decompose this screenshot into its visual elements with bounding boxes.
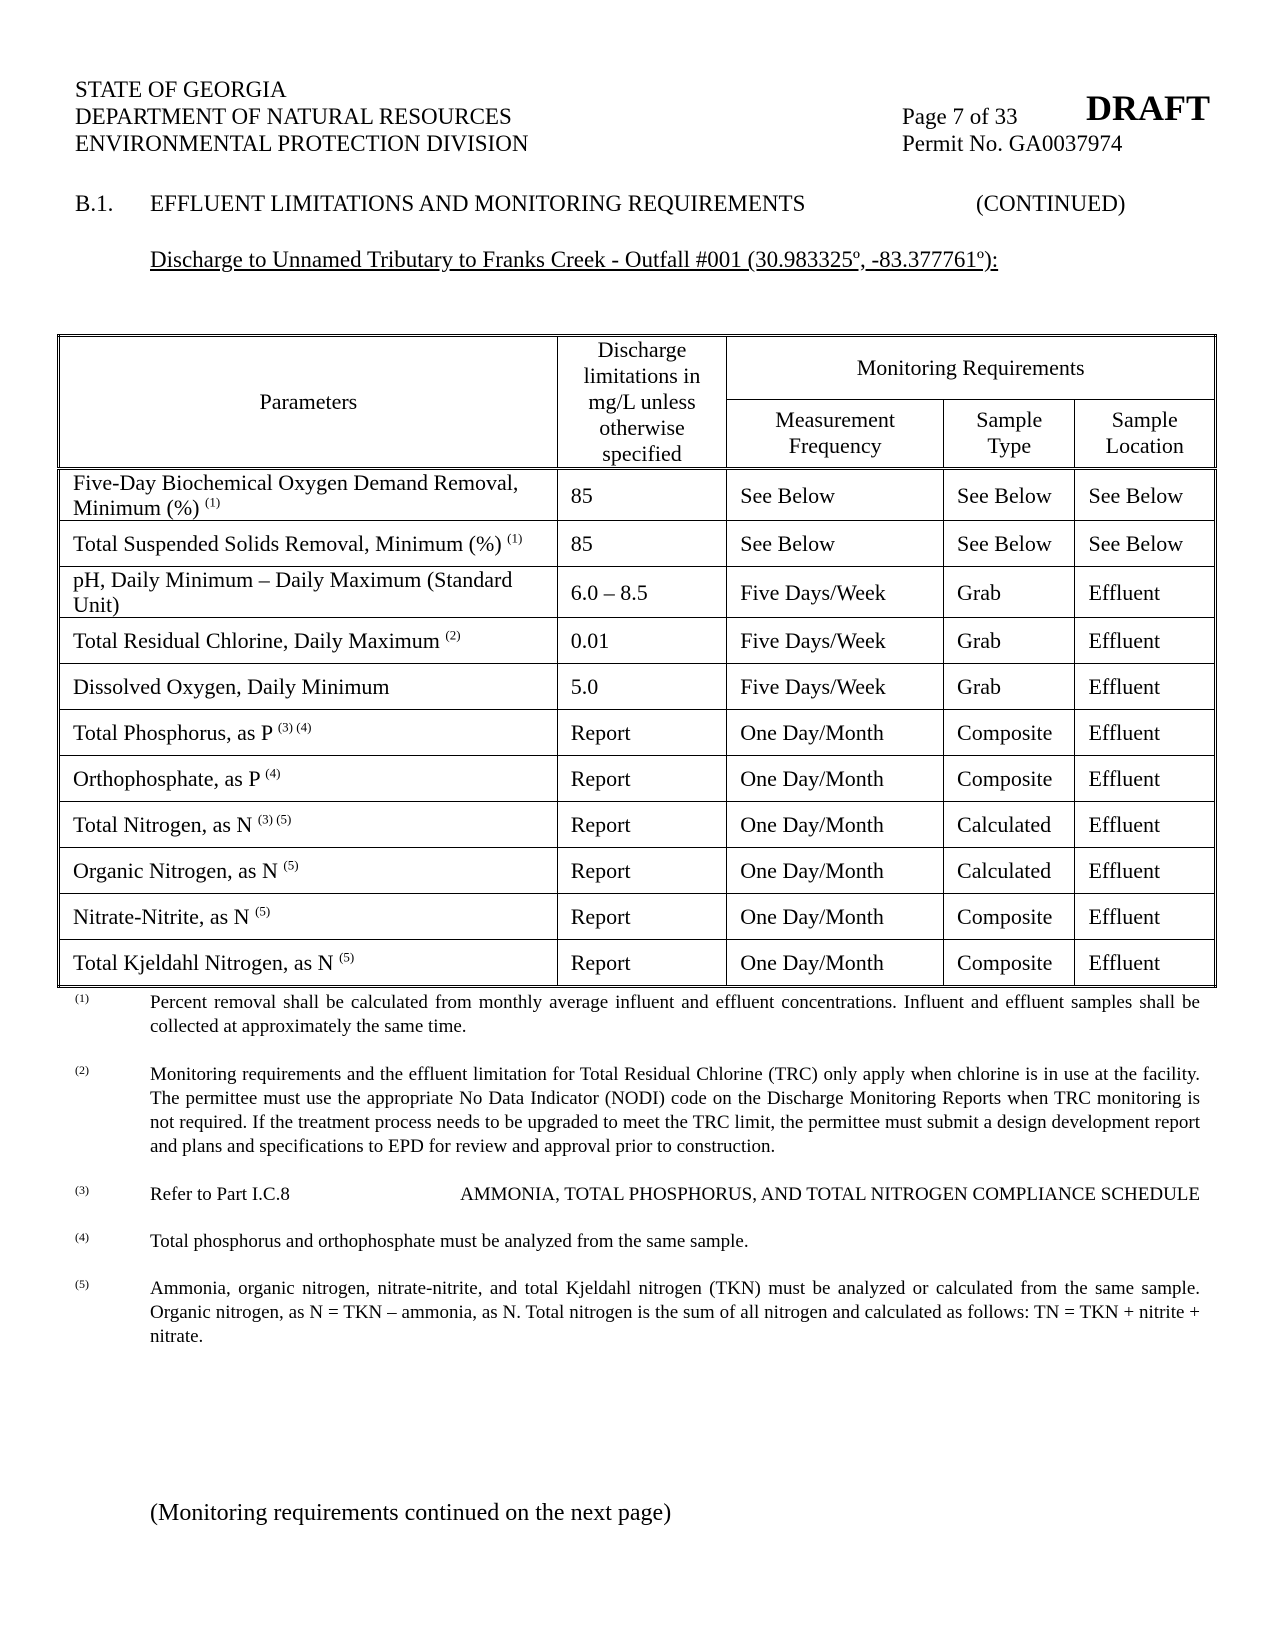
header-sample-type: Sample Type [944,399,1075,468]
cell-sample-location: See Below [1075,521,1216,567]
table-row [59,521,1216,567]
table-row [59,802,1216,848]
footnote-mark: (4) [75,1230,89,1244]
footnote-5 [75,1277,1200,1349]
cell-limit: 85 [557,469,727,521]
section-title: EFFLUENT LIMITATIONS AND MONITORING REQUIREMENTS [150,191,806,216]
continued-note: (Monitoring requirements continued on the next page) [150,1500,672,1526]
table-row [59,756,1216,802]
cell-parameter: Orthophosphate, as P $^{(4)}$ [59,756,558,802]
footnote-mark: (5) [75,1277,89,1291]
cell-parameter: Total Residual Chlorine, Daily Maximum $^{(2)}$ [59,618,558,664]
cell-parameter: Total Suspended Solids Removal, Minimum (%) $^{(1)}$ [59,521,558,567]
cell-frequency: Five Days/Week [727,567,944,618]
cell-sample-location: Effluent [1075,618,1216,664]
cell-sample-type: Composite [944,710,1075,756]
footnote-ref: (5) [339,949,355,965]
footnote-ref: (4) [265,765,281,781]
footnote-3 [75,1183,1200,1207]
cell-limit: 0.01 [557,618,727,664]
footnote-ref: (5) [255,903,271,919]
cell-limit: Report [557,710,727,756]
footnote-text: Percent removal shall be calculated from monthly average influent and effluent concentrations. Influent and effluent samples shall be collected at approximately the same time. [150,992,1200,1037]
footnote-text: Ammonia, organic nitrogen, nitrate-nitrite, and total Kjeldahl nitrogen (TKN) must be analyzed or calculated from the same sample. Organic nitrogen, as N = TKN – ammonia, as N. Total nitrogen is the sum of all nitrogen and calculated as follows: TN = TKN + nitrite + nitrate. [150,1278,1200,1347]
cell-parameter: Total Kjeldahl Nitrogen, as N $^{(5)}$ [59,940,558,987]
table-row [59,469,1216,521]
footnote-text: AMMONIA, TOTAL PHOSPHORUS, AND TOTAL NITROGEN COMPLIANCE SCHEDULE [460,1184,1200,1205]
agency-line-state: STATE OF GEORGIA [75,77,287,102]
section-number: B.1. [75,191,114,216]
footnote-1 [75,991,1200,1039]
agency-header [75,76,528,157]
cell-sample-location: See Below [1075,469,1216,521]
cell-frequency: One Day/Month [727,802,944,848]
header-limits: Discharge limitations in mg/L unless otherwise specified [557,336,727,469]
cell-limit: 5.0 [557,664,727,710]
cell-limit: Report [557,756,727,802]
cell-frequency: See Below [727,469,944,521]
table-row [59,567,1216,618]
cell-parameter: Dissolved Oxygen, Daily Minimum [59,664,558,710]
cell-limit: 85 [557,521,727,567]
cell-sample-type: Calculated [944,848,1075,894]
cell-sample-type: Composite [944,756,1075,802]
footnote-ref: (2) [445,627,461,643]
cell-parameter: pH, Daily Minimum – Daily Maximum (Standard Unit) [59,567,558,618]
footnote-text: Monitoring requirements and the effluent limitation for Total Residual Chlorine (TRC) only apply when chlorine is in use at the facility. The permittee must use the appropriate No Data Indicator (NODI) code on the Discharge Monitoring Reports when TRC monitoring is not required. If the treatment process needs to be upgraded to meet the TRC limit, the permittee must submit a design development report and plans and specifications to EPD for review and approval prior to construction. [150,1064,1200,1157]
footnote-ref: (5) [283,857,299,873]
footnote-ref: (3) (5) [257,811,292,827]
header-frequency: Measurement Frequency [727,399,944,468]
agency-line-department: DEPARTMENT OF NATURAL RESOURCES [75,104,512,129]
cell-limit: Report [557,940,727,987]
cell-limit: Report [557,802,727,848]
permit-number: Permit No. GA0037974 [902,131,1123,156]
page-number: Page 7 of 33 [902,104,1018,129]
footnote-2 [75,1063,1200,1159]
cell-sample-location: Effluent [1075,894,1216,940]
cell-frequency: See Below [727,521,944,567]
cell-limit: 6.0 – 8.5 [557,567,727,618]
cell-frequency: One Day/Month [727,710,944,756]
cell-frequency: One Day/Month [727,894,944,940]
cell-sample-location: Effluent [1075,802,1216,848]
footnote-4 [75,1230,1200,1254]
table-row [59,710,1216,756]
cell-frequency: One Day/Month [727,756,944,802]
table-row [59,848,1216,894]
table-row [59,618,1216,664]
cell-sample-type: Grab [944,567,1075,618]
cell-limit: Report [557,894,727,940]
footnote-ref: (1) [507,530,523,546]
agency-line-division: ENVIRONMENTAL PROTECTION DIVISION [75,131,529,156]
cell-sample-type: Composite [944,940,1075,987]
cell-sample-location: Effluent [1075,940,1216,987]
footnote-text: Total phosphorus and orthophosphate must be analyzed from the same sample. [150,1231,749,1252]
footnote-ref: (1) [205,494,221,510]
draft-stamp: DRAFT [1086,88,1210,128]
discharge-location: Discharge to Unnamed Tributary to Franks Creek - Outfall #001 (30.983325º, -83.377761º): [150,247,999,272]
cell-limit: Report [557,848,727,894]
cell-sample-type: Grab [944,664,1075,710]
header-sample-location: Sample Location [1075,399,1216,468]
cell-sample-type: Grab [944,618,1075,664]
section-continued: (CONTINUED) [976,191,1126,216]
cell-frequency: Five Days/Week [727,664,944,710]
cell-frequency: Five Days/Week [727,618,944,664]
cell-parameter: Total Nitrogen, as N $^{(3) (5)}$ [59,802,558,848]
cell-parameter: Organic Nitrogen, as N $^{(5)}$ [59,848,558,894]
cell-sample-location: Effluent [1075,567,1216,618]
cell-parameter: Total Phosphorus, as P $^{(3) (4)}$ [59,710,558,756]
cell-sample-location: Effluent [1075,848,1216,894]
footnote-mark: (3) [75,1183,89,1197]
cell-sample-location: Effluent [1075,710,1216,756]
table-row [59,664,1216,710]
footnote-ref-part: Refer to Part I.C.8 [150,1184,290,1205]
header-parameters: Parameters [59,336,558,469]
header-monitoring: Monitoring Requirements [727,336,1216,400]
cell-frequency: One Day/Month [727,940,944,987]
footnote-mark: (1) [75,991,89,1005]
cell-sample-type: Composite [944,894,1075,940]
cell-frequency: One Day/Month [727,848,944,894]
cell-parameter: Nitrate-Nitrite, as N $^{(5)}$ [59,894,558,940]
cell-parameter: Five-Day Biochemical Oxygen Demand Removal, Minimum (%) $^{(1)}$ [59,469,558,521]
effluent-limits-table [57,334,1217,988]
cell-sample-location: Effluent [1075,664,1216,710]
cell-sample-type: See Below [944,469,1075,521]
cell-sample-location: Effluent [1075,756,1216,802]
table-row [59,894,1216,940]
footnote-ref: (3) (4) [277,719,312,735]
footnote-mark: (2) [75,1063,89,1077]
table-row [59,940,1216,987]
cell-sample-type: See Below [944,521,1075,567]
cell-sample-type: Calculated [944,802,1075,848]
